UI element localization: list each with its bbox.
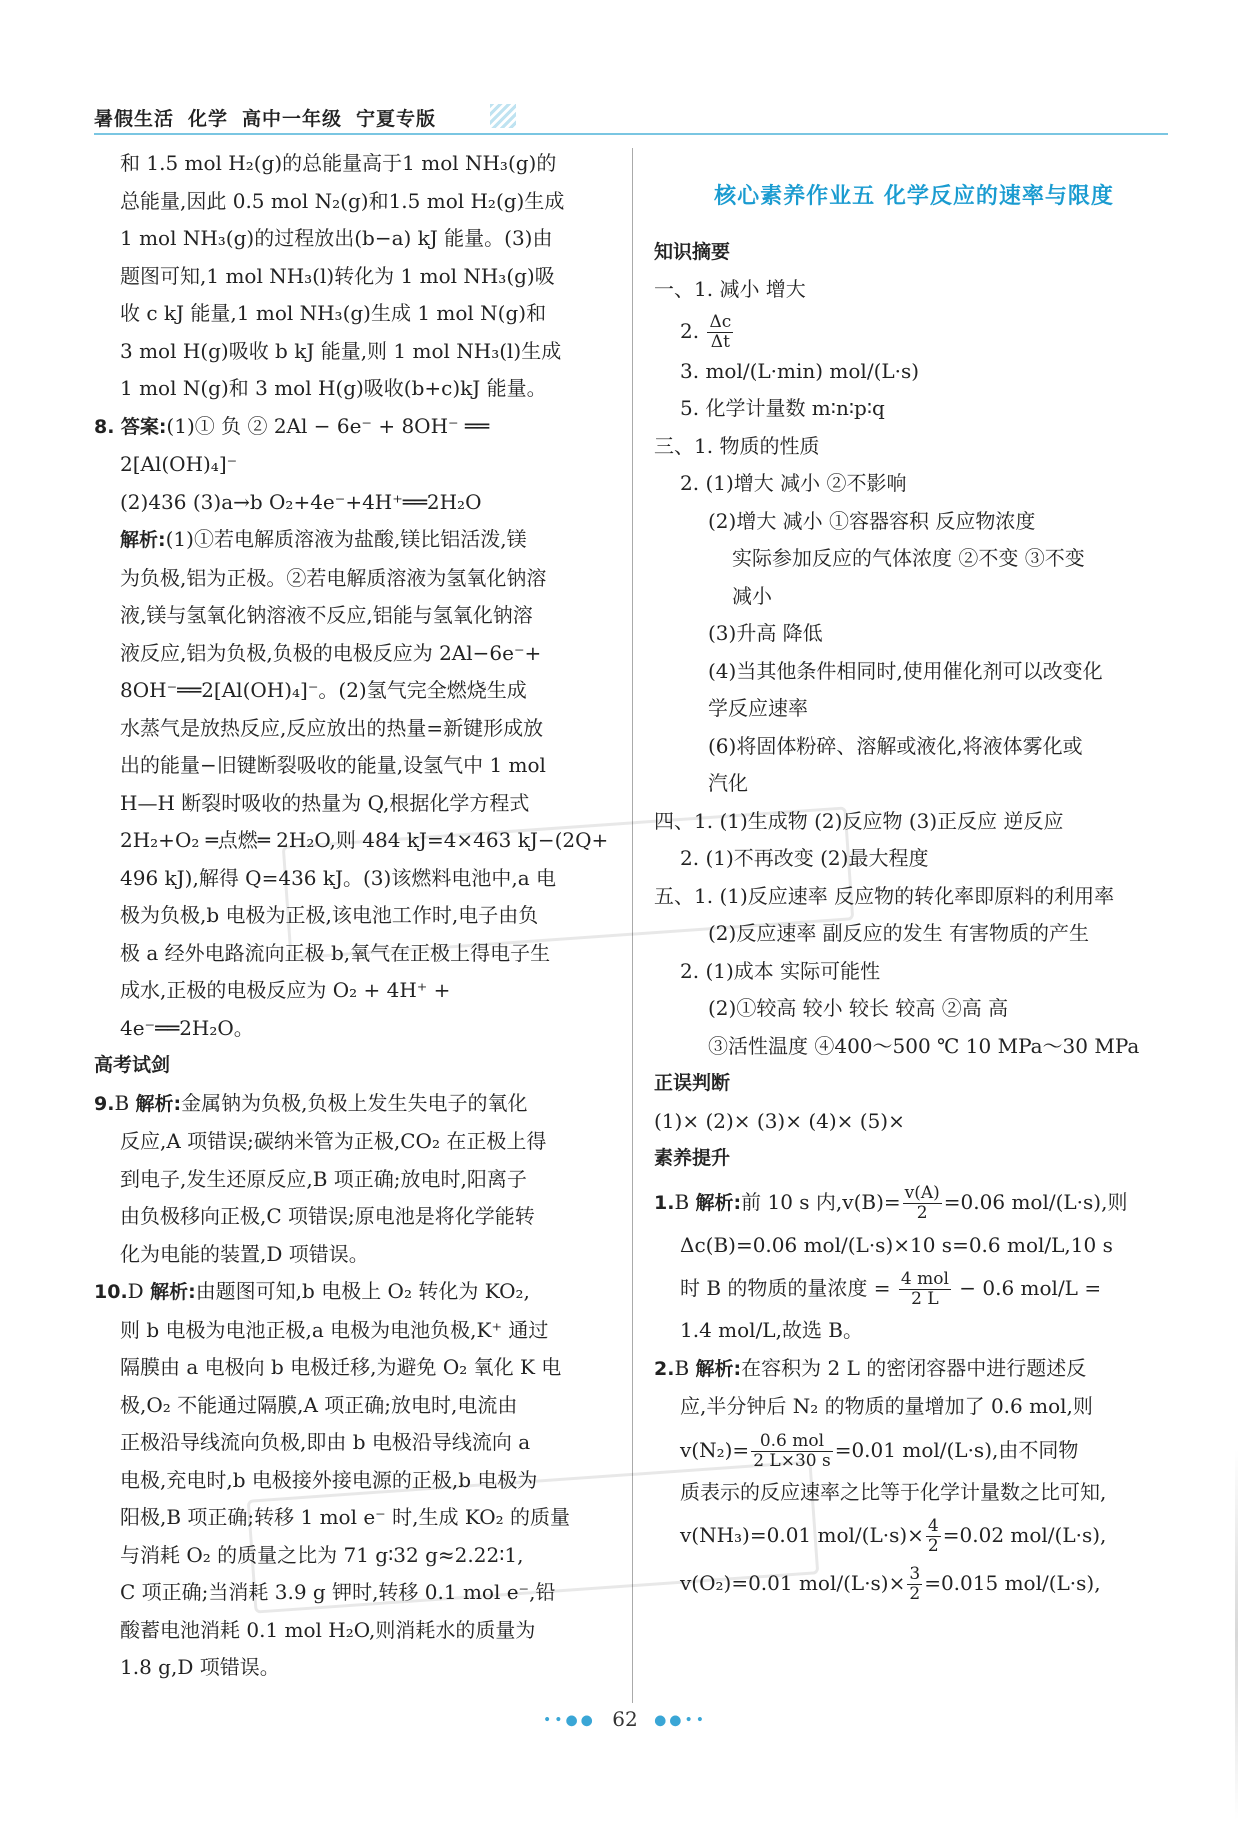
page-edge-shadow (1235, 1450, 1238, 1820)
text-line: 到电子,发生还原反应,B 项正确;放电时,阳离子 (120, 1166, 527, 1191)
fraction-numerator: 4 (927, 1516, 939, 1537)
fraction (903, 1184, 942, 1222)
text-line: 三、1. 物质的性质 (654, 433, 820, 458)
text-line: 五、1. (1)反应速率 反应物的转化率即原料的利用率 (654, 883, 1115, 908)
text-line: 电极,充电时,b 电极接外接电源的正极,b 电极为 (120, 1467, 538, 1492)
text-line: H—H 断裂时吸收的热量为 Q,根据化学方程式 (120, 790, 530, 815)
answer-label: 答案: (120, 415, 167, 438)
text-segment: 时 B 的物质的量浓度 = (680, 1276, 891, 1300)
text-line: 成水,正极的电极反应为 O₂ + 4H⁺ + (120, 978, 451, 1002)
text-line: (1)①若电解质溶液为盐酸,镁比铝活泼,镁 (165, 527, 527, 551)
answer-choice: B (674, 1189, 690, 1214)
text-line: 一、1. 减小 增大 (654, 277, 806, 301)
text-line: (1)① 负 ② 2Al − 6e⁻ + 8OH⁻ ══ (166, 413, 490, 438)
solution-1 (654, 1178, 1174, 1227)
text-line: 2. (1)成本 实际可能性 (680, 958, 881, 983)
text-line: 化为电能的装置,D 项错误。 (120, 1241, 369, 1266)
text-line: (2)①较高 较小 较长 较高 ②高 高 (708, 996, 1009, 1020)
header-book: 暑假生活 (94, 108, 175, 130)
explanation-label: 解析: (135, 1092, 182, 1115)
text-line: 极为负极,b 电极为正极,该电池工作时,电子由负 (120, 903, 539, 927)
item-number: 2. (680, 318, 700, 343)
text-segment: =0.06 mol/(L·s),则 (943, 1189, 1128, 1214)
text-line: 酸蓄电池消耗 0.1 mol H₂O,则消耗水的质量为 (120, 1617, 536, 1642)
answer-choice: B (674, 1355, 690, 1380)
text-line: (2)436 (3)a→b O₂+4e⁻+4H⁺══2H₂O (120, 489, 482, 514)
text-line: 则 b 电极为电池正极,a 电极为电池负极,K⁺ 通过 (120, 1317, 549, 1342)
text-line: 和 1.5 mol H₂(g)的总能量高于1 mol NH₃(g)的 (120, 151, 557, 175)
footer-dots-left: ••●● (542, 1712, 596, 1729)
text-line: (4)当其他条件相同时,使用催化剂可以改变化 (708, 658, 1103, 683)
question-10 (94, 1273, 609, 1312)
fraction (926, 1517, 941, 1555)
page-title: 核心素养作业五 化学反应的速率与限度 (714, 184, 1114, 209)
text-line: 学反应速率 (708, 696, 808, 720)
question-number: 1. (654, 1191, 675, 1214)
text-line: 液,镁与氢氧化钠溶液不反应,铝能与氢氧化钠溶 (120, 603, 533, 627)
text-line: 2. (1)增大 减小 ②不影响 (680, 471, 907, 495)
text-line: Δc(B)=0.06 mol/(L·s)×10 s=0.6 mol/L,10 s (680, 1232, 1113, 1257)
text-line: 质表示的反应速率之比等于化学计量数之比可知, (680, 1479, 1107, 1504)
header-edition: 宁夏专版 (356, 108, 437, 130)
text-line: 3. mol/(L·min) mol/(L·s) (680, 358, 920, 383)
fraction (707, 313, 733, 351)
text-line: 1 mol NH₃(g)的过程放出(b−a) kJ 能量。(3)由 (120, 226, 553, 250)
page-number: 62 (612, 1707, 638, 1731)
explanation-label: 解析: (695, 1357, 742, 1380)
text-line: 总能量,因此 0.5 mol N₂(g)和1.5 mol H₂(g)生成 (120, 188, 565, 213)
footer-dots-right: ●●•• (654, 1712, 708, 1729)
answer-choice: D (127, 1279, 144, 1303)
fraction (899, 1270, 951, 1308)
text-line: 4e⁻══2H₂O。 (120, 1015, 254, 1040)
text-line: 496 kJ),解得 Q=436 kJ。(3)该燃料电池中,a 电 (120, 865, 556, 890)
text-segment: v(O₂)=0.01 mol/(L·s)× (680, 1571, 906, 1595)
fraction-numerator: Δc (709, 311, 732, 332)
text-line: 1.4 mol/L,故选 B。 (680, 1318, 863, 1342)
section-heading-gaokao: 高考试剑 (94, 1054, 171, 1076)
text-line: (1)× (2)× (3)× (4)× (5)× (654, 1108, 905, 1133)
explanation-label: 解析: (120, 529, 166, 551)
explanation-label: 解析: (695, 1191, 742, 1214)
text-line: 5. 化学计量数 m∶n∶p∶q (680, 396, 885, 420)
formula-line (654, 309, 1174, 353)
text-line: 应,半分钟后 N₂ 的物质的量增加了 0.6 mol,则 (680, 1394, 1093, 1418)
text-line: 隔膜由 a 电极向 b 电极迁移,为避免 O₂ 氧化 K 电 (120, 1355, 562, 1379)
question-9 (94, 1085, 609, 1124)
header-subject: 化学 (188, 108, 229, 130)
section-heading-zhengwu: 正误判断 (654, 1072, 731, 1094)
text-line: C 项正确;当消耗 3.9 g 钾时,转移 0.1 mol e⁻,铅 (120, 1580, 556, 1604)
question-number: 10. (94, 1281, 128, 1303)
header-rule (94, 133, 1168, 135)
text-line: 2[Al(OH)₄]⁻ (120, 452, 238, 476)
text-line: 1.8 g,D 项错误。 (120, 1655, 280, 1679)
fraction-denominator: 2 (916, 1202, 928, 1223)
text-segment: v(NH₃)=0.01 mol/(L·s)× (680, 1523, 924, 1547)
text-line: 由负极移向正极,C 项错误;原电池是将化学能转 (120, 1204, 535, 1228)
text-line: 与消耗 O₂ 的质量之比为 71 g∶32 g≈2.22∶1, (120, 1542, 524, 1567)
formula-line (654, 1264, 1174, 1312)
explanation-label: 解析: (150, 1281, 196, 1303)
text-segment: v(N₂)= (680, 1437, 750, 1462)
text-line: 汽化 (708, 771, 748, 795)
page-footer (0, 1707, 1250, 1731)
fraction-denominator: Δt (710, 331, 730, 352)
fraction-denominator: 2 L×30 s (753, 1450, 831, 1471)
text-line: 四、1. (1)生成物 (2)反应物 (3)正反应 逆反应 (654, 808, 1064, 833)
text-segment: 前 10 s 内,v(B)= (741, 1189, 901, 1214)
question-number: 8. (94, 415, 115, 438)
text-line: 2. (1)不再改变 (2)最大程度 (680, 846, 929, 870)
fraction-denominator: 2 (909, 1584, 921, 1604)
text-line: 题图可知,1 mol NH₃(l)转化为 1 mol NH₃(g)吸 (120, 263, 555, 288)
text-line: 8OH⁻══2[Al(OH)₄]⁻。(2)氢气完全燃烧生成 (120, 678, 527, 702)
fraction (907, 1565, 922, 1603)
question-number: 9. (94, 1092, 115, 1115)
text-line: 由题图可知,b 电极上 O₂ 转化为 KO₂, (195, 1279, 530, 1303)
text-line: 3 mol H(g)吸收 b kJ 能量,则 1 mol NH₃(l)生成 (120, 338, 562, 363)
question-8 (94, 408, 609, 447)
text-segment: =0.02 mol/(L·s), (942, 1523, 1107, 1547)
text-line: (6)将固体粉碎、溶解或液化,将液体雾化或 (708, 733, 1083, 758)
fraction-denominator: 2 L (911, 1289, 939, 1309)
text-line: 反应,A 项错误;碳纳米管为正极,CO₂ 在正极上得 (120, 1129, 547, 1153)
fraction-numerator: 0.6 mol (751, 1432, 833, 1452)
solution-2 (654, 1350, 1174, 1389)
text-line: 极,O₂ 不能通过隔膜,A 项正确;放电时,电流由 (120, 1392, 518, 1417)
section-heading-zhishi: 知识摘要 (654, 240, 731, 263)
text-line: 正极沿导线流向负极,即由 b 电极沿导线流向 a (120, 1430, 531, 1454)
running-header (94, 104, 450, 131)
explanation (94, 521, 609, 560)
header-grade: 高中一年级 (242, 108, 343, 130)
text-segment: =0.015 mol/(L·s), (924, 1571, 1101, 1595)
text-line: 阳极,B 项正确;转移 1 mol e⁻ 时,生成 KO₂ 的质量 (120, 1505, 570, 1529)
text-line: 液反应,铝为负极,负极的电极反应为 2Al−6e⁻+ (120, 640, 542, 665)
text-line: 水蒸气是放热反应,反应放出的热量=新键形成放 (120, 715, 544, 740)
text-line: 收 c kJ 能量,1 mol NH₃(g)生成 1 mol N(g)和 (120, 301, 547, 325)
fraction-numerator: 3 (909, 1564, 921, 1585)
text-line: 出的能量−旧键断裂吸收的能量,设氢气中 1 mol (120, 753, 546, 777)
fraction-numerator: v(A) (904, 1182, 940, 1203)
text-segment: =0.01 mol/(L·s),由不同物 (834, 1437, 1079, 1462)
text-line: (2)反应速率 副反应的发生 有害物质的产生 (708, 921, 1090, 945)
answer-choice: B (114, 1090, 130, 1115)
question-number: 2. (654, 1357, 675, 1380)
text-line: 1 mol N(g)和 3 mol H(g)吸收(b+c)kJ 能量。 (120, 376, 547, 400)
text-line: (2)增大 减小 ①容器容积 反应物浓度 (708, 508, 1036, 533)
text-line: 实际参加反应的气体浓度 ②不变 ③不变 (732, 546, 1085, 570)
text-line: 金属钠为负极,负极上发生失电子的氧化 (181, 1090, 528, 1115)
text-line: 2H₂+O₂ ═点燃═ 2H₂O,则 484 kJ=4×463 kJ−(2Q+ (120, 828, 609, 852)
header-stripe-decoration (490, 104, 516, 128)
fraction-denominator: 2 (927, 1536, 939, 1556)
text-segment: − 0.6 mol/L = (959, 1276, 1102, 1300)
text-line: 在容积为 2 L 的密闭容器中进行题述反 (741, 1355, 1087, 1380)
text-line: (3)升高 降低 (708, 621, 823, 645)
text-line: 为负极,铝为正极。②若电解质溶液为氢氧化钠溶 (120, 565, 547, 590)
fraction-numerator: 4 mol (900, 1269, 949, 1290)
section-heading-suyang: 素养提升 (654, 1147, 731, 1169)
text-line: 减小 (732, 583, 772, 608)
text-line: ③活性温度 ④400～500 ℃ 10 MPa～30 MPa (708, 1033, 1140, 1058)
text-line: 极 a 经外电路流向正极 b,氧气在正极上得电子生 (120, 940, 551, 965)
